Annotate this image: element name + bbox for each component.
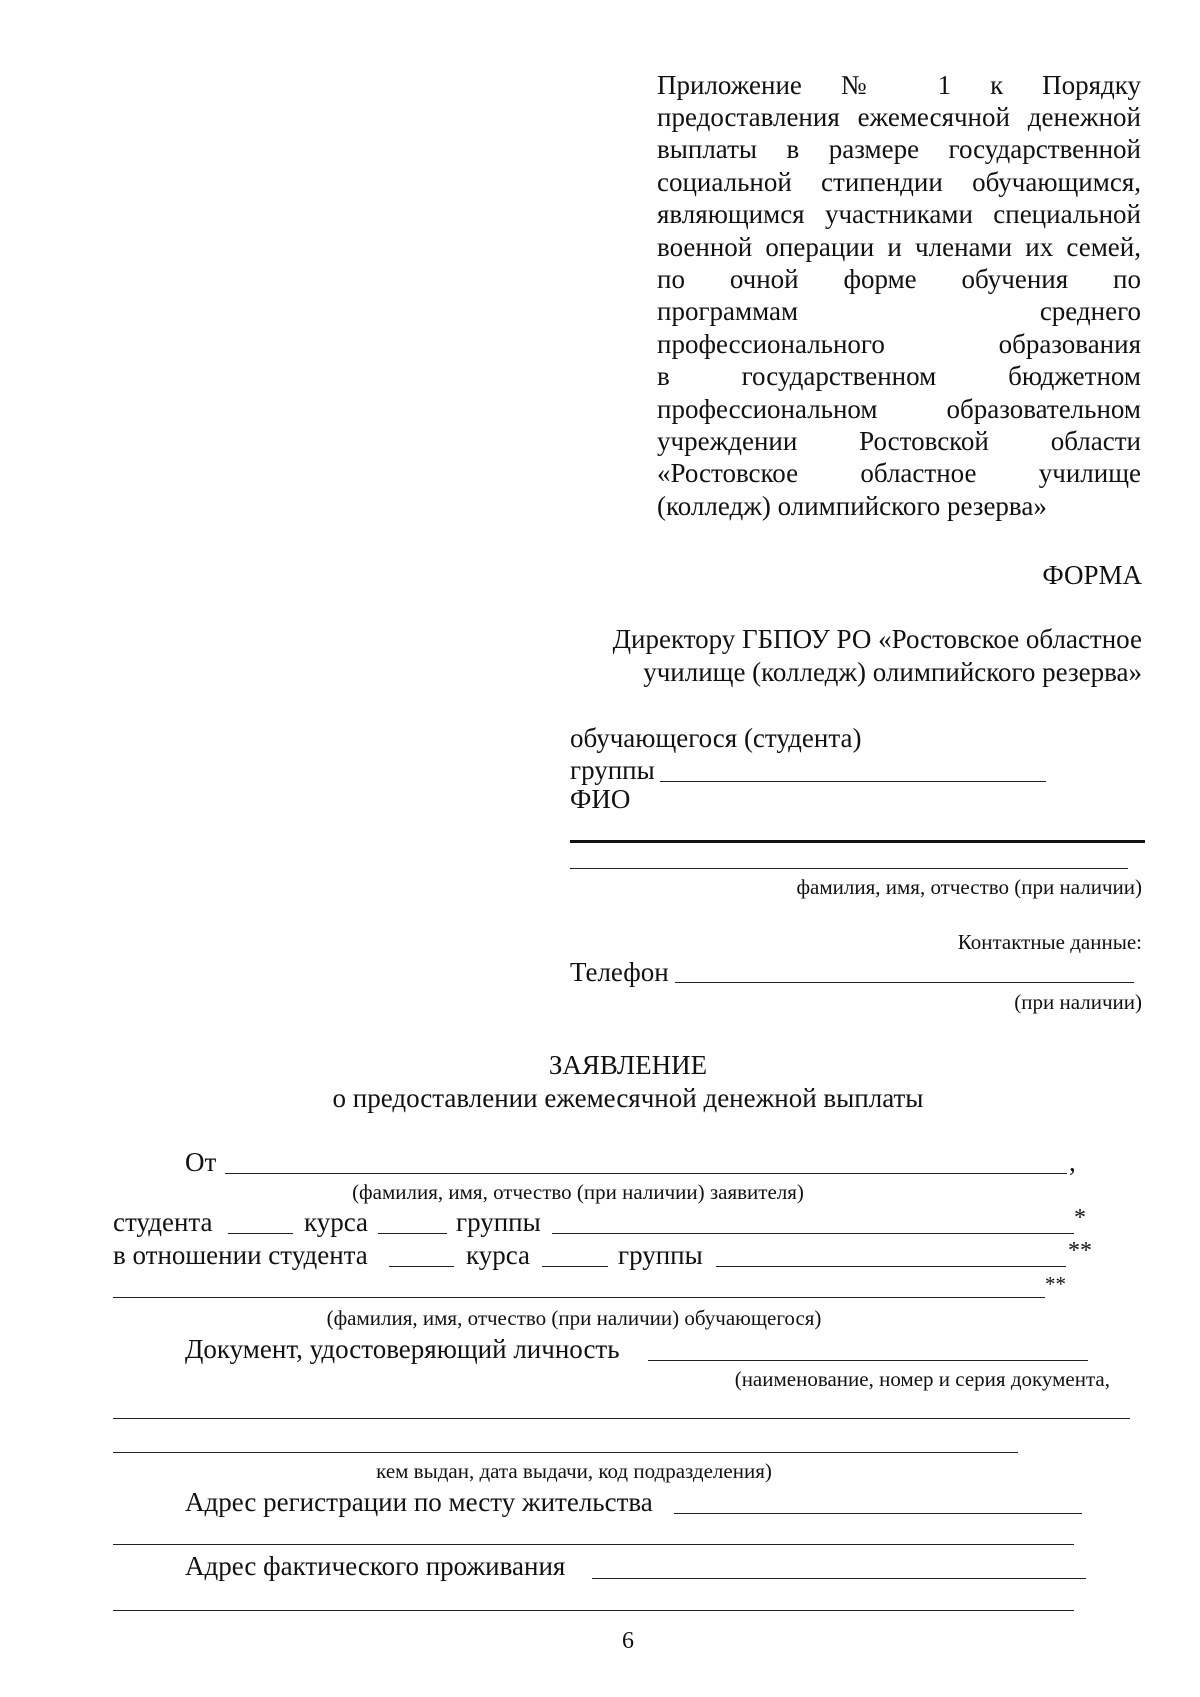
from-comma: , (1069, 1147, 1076, 1177)
id-document-field-3[interactable] (113, 1452, 1018, 1453)
addressee-line-1: Директору ГБПОУ РО «Ростовское областное (612, 624, 1142, 654)
asterisk-1: * (1074, 1205, 1086, 1231)
from-caption: (фамилия, имя, отчество (при наличии) заявителя) (352, 1180, 804, 1204)
fio-field-2[interactable] (570, 868, 1128, 869)
appendix-line: в государственном бюджетном (657, 361, 1141, 391)
course-label-2: курса (466, 1240, 531, 1270)
group-label: группы (570, 755, 655, 785)
id-document-caption: (наименование, номер и серия документа, (734, 1367, 1110, 1391)
appendix-line: являющимся участниками специальной (657, 199, 1141, 229)
contacts-label: Контактные данные: (957, 930, 1142, 954)
group-label-2: группы (618, 1240, 703, 1270)
group-field-1[interactable] (552, 1233, 1074, 1234)
group-label-1: группы (456, 1207, 541, 1237)
registration-field[interactable] (674, 1513, 1082, 1514)
asterisk-2: ** (1068, 1238, 1092, 1264)
appendix-line: (колледж) олимпийского резерва» (657, 491, 1047, 521)
group-field-2-short[interactable] (542, 1266, 608, 1267)
document-subtitle: о предоставлении ежемесячной денежной выплаты (332, 1083, 924, 1113)
group-field-1-short[interactable] (378, 1233, 447, 1234)
registration-label: Адрес регистрации по месту жительства (185, 1487, 653, 1517)
appendix-line: предоставления ежемесячной денежной (657, 102, 1141, 132)
regarding-label: в отношении студента (113, 1240, 368, 1270)
group-field[interactable] (660, 781, 1046, 782)
id-document-label: Документ, удостоверяющий личность (185, 1334, 620, 1364)
appendix-line: профессионального образования (657, 329, 1141, 359)
id-document-field[interactable] (648, 1360, 1088, 1361)
page-number: 6 (622, 1628, 634, 1654)
appendix-line: по очной форме обучения по (657, 264, 1141, 294)
from-label: От (185, 1147, 217, 1177)
appendix-line: выплаты в размере государственной (657, 134, 1141, 164)
group-field-2[interactable] (716, 1266, 1066, 1267)
actual-address-field-2[interactable] (113, 1610, 1074, 1611)
id-document-field-2[interactable] (113, 1418, 1130, 1419)
student-label: обучающегося (студента) (570, 723, 862, 753)
asterisk-3: ** (1045, 1272, 1066, 1296)
appendix-line: программам среднего (657, 296, 1141, 326)
fio-field[interactable] (570, 840, 1145, 843)
course-field-1[interactable] (228, 1233, 293, 1234)
appendix-line: профессиональном образовательном (657, 394, 1141, 424)
phone-label: Телефон (570, 957, 669, 987)
addressee-line-2: училище (колледж) олимпийского резерва» (643, 657, 1142, 687)
actual-address-field[interactable] (592, 1578, 1086, 1579)
id-document-caption-2: кем выдан, дата выдачи, код подразделения) (376, 1459, 772, 1483)
student-fio-caption: (фамилия, имя, отчество (при наличии) обучающегося) (326, 1306, 822, 1330)
phone-field[interactable] (675, 982, 1134, 983)
appendix-line: Приложение № 1 к Порядку (657, 70, 1141, 100)
fio-label: ФИО (570, 784, 631, 814)
registration-field-2[interactable] (113, 1544, 1074, 1545)
appendix-line: «Ростовское областное училище (657, 458, 1141, 488)
phone-caption: (при наличии) (1014, 990, 1142, 1014)
appendix-line: военной операции и членами их семей, (657, 232, 1141, 262)
fio-caption: фамилия, имя, отчество (при наличии) (796, 875, 1142, 899)
applicant-name-field[interactable] (225, 1173, 1067, 1174)
course-label-1: курса (304, 1207, 369, 1237)
student-label-body: студента (113, 1207, 213, 1237)
document-title: ЗАЯВЛЕНИЕ (548, 1050, 708, 1080)
student-fio-field[interactable] (113, 1297, 1045, 1298)
actual-address-label: Адрес фактического проживания (185, 1551, 566, 1581)
appendix-line: социальной стипендии обучающимся, (657, 167, 1141, 197)
course-field-2[interactable] (389, 1266, 454, 1267)
forma-label: ФОРМА (1042, 560, 1142, 590)
appendix-line: учреждении Ростовской области (657, 426, 1141, 456)
